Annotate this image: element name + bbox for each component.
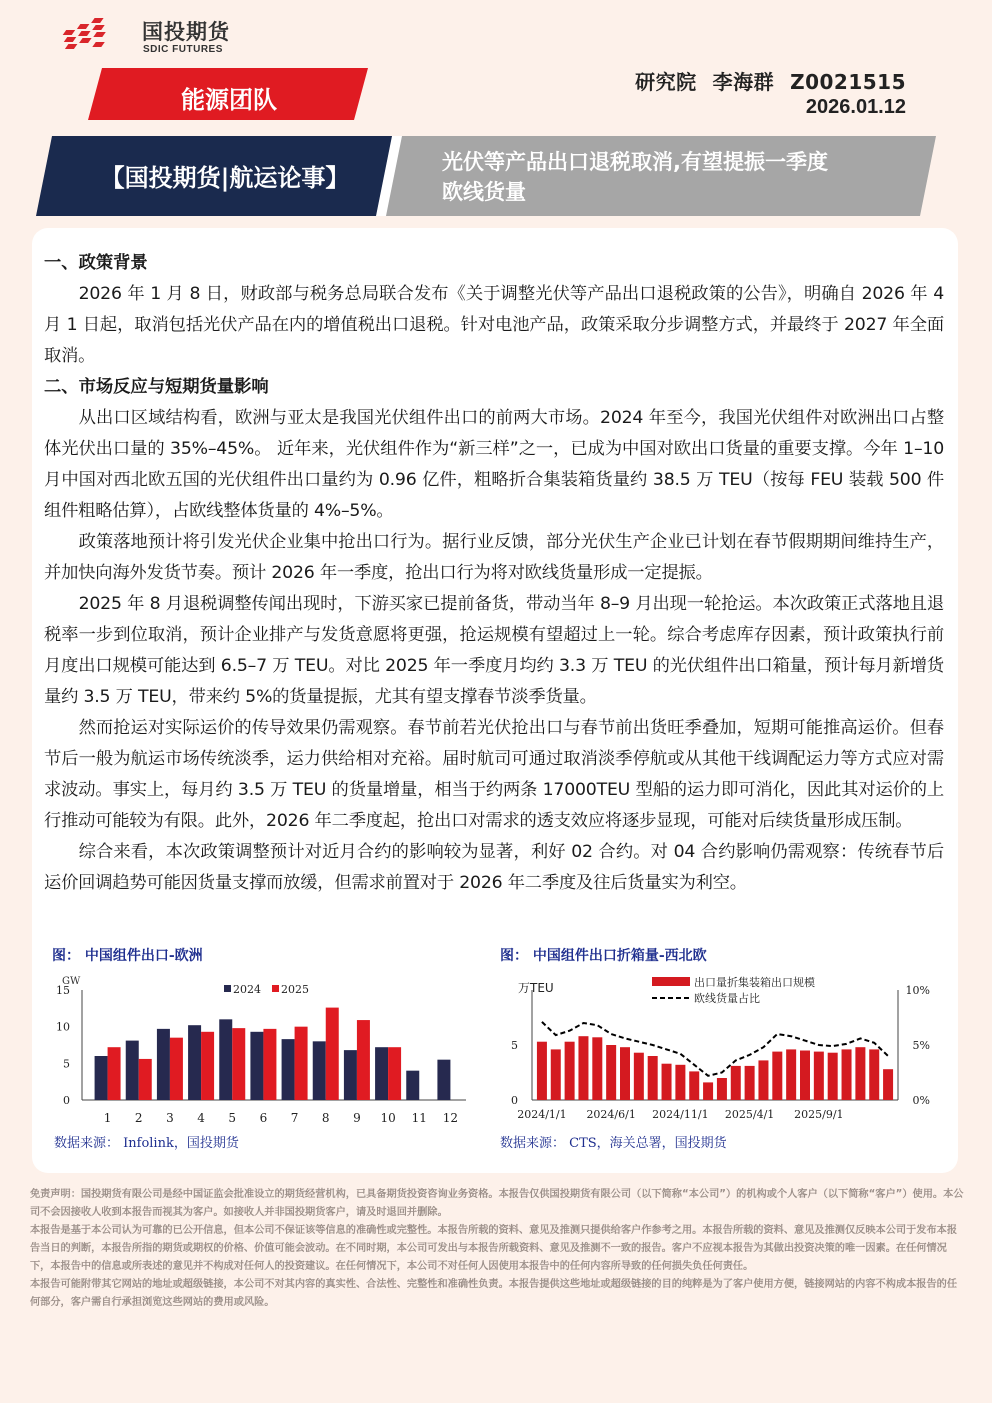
bar-2024: [313, 1041, 326, 1100]
y-axis-unit: GW: [62, 976, 81, 987]
legend-label-line: 欧线货量占比: [694, 992, 760, 1005]
bar-export-teu: [592, 1037, 602, 1100]
bar-export-teu: [772, 1052, 782, 1100]
bar-export-teu: [551, 1049, 561, 1100]
bar-2024: [406, 1071, 419, 1100]
legend-swatch: [272, 985, 279, 992]
bar-2025: [108, 1047, 121, 1100]
x-tick-label: 3: [166, 1111, 174, 1125]
x-tick-label: 2024/11/1: [652, 1108, 709, 1121]
bar-export-teu: [620, 1047, 630, 1100]
paragraph-5: 然而抢运对实际运价的传导效果仍需观察。春节前若光伏抢出口与春节前出货旺季叠加，短期可能推高运价。但春节后一般为航运市场传统淡季，运力供给相对充裕。届时航司可通过取消淡季停航或从其他干线调配运力等方式应对需求波动。事实上，每月约 3.5 万 TEU 的货量增量，相当于约两条 17000TEU 型船的运力即可消化，因此其对运价的上行推动可能较为有限。此外，2026 年二季度起，抢出口对需求的透支效应将逐步显现，可能对后续货量形成压制。: [44, 718, 944, 831]
legend-swatch: [224, 985, 231, 992]
section-heading-1: 一、政策背景: [44, 253, 148, 273]
y-axis-unit: 万TEU: [518, 981, 554, 995]
y-tick-label: 0: [511, 1094, 518, 1107]
bar-export-teu: [842, 1049, 852, 1100]
bar-2025: [357, 1020, 370, 1100]
team-label: 能源团队: [181, 86, 277, 114]
bar-2024: [250, 1032, 263, 1100]
author-id: Z0021515: [790, 70, 906, 94]
paragraph-1: 2026 年 1 月 8 日，财政部与税务总局联合发布《关于调整光伏等产品出口退税政策的公告》，明确自 2026 年 4 月 1 日起，取消包括光伏产品在内的增值税出口退税。针对电池产品，政策采取分步调整方式，并最终于 2027 年全面取消。: [44, 284, 944, 366]
x-tick-label: 1: [103, 1111, 112, 1125]
bar-export-teu: [689, 1071, 699, 1100]
bar-export-teu: [883, 1069, 893, 1100]
x-tick-label: 2024/1/1: [517, 1108, 567, 1121]
bar-2024: [219, 1019, 232, 1100]
paragraph-2: 从出口区域结构看，欧洲与亚太是我国光伏组件出口的前两大市场。2024 年至今，我国光伏组件对欧洲出口占整体光伏出口量的 35%–45%。 近年来，光伏组件作为“新三样”之一，已成为中国对欧出口货量的重要支撑。今年 1–10 月中国对西北欧五国的光伏组件出口量约为 0.96 亿件，粗略折合集装箱货量约 38.5 万 TEU（按每 FEU 装载 500 件组件粗略估算），占欧线整体货量的 4%–5%。: [44, 408, 944, 521]
bar-2025: [326, 1008, 339, 1100]
bar-export-teu: [800, 1051, 810, 1101]
logo-text-cn: 国投期货: [142, 20, 230, 44]
bar-export-teu: [745, 1066, 755, 1100]
disclaimer-paragraph: 免责声明：国投期货有限公司是经中国证监会批准设立的期货经营机构，已具备期货投资咨询业务资格。本报告仅供国投期货有限公司（以下简称“本公司”）的机构或个人客户（以下简称“客户”）使用。本公司不会因接收人收到本报告而视其为客户。如接收人并非国投期货客户，请及时退回并删除。: [30, 1189, 964, 1218]
bar-export-teu: [537, 1042, 547, 1100]
y2-tick-label: 10%: [905, 984, 930, 997]
author-org: 研究院: [635, 70, 697, 94]
bar-2025: [139, 1059, 152, 1100]
company-logo: [62, 14, 262, 58]
paragraph-4: 2025 年 8 月退税调整传闻出现时，下游买家已提前备货，带动当年 8–9 月出现一轮抢运。本次政策正式落地且退税率一步到位取消，预计企业排产与发货意愿将更强，抢运规模有望超过上一轮。综合考虑库存因素，预计政策执行前月度出口规模可能达到 6.5–7 万 TEU。对比 2025 年一季度月均约 3.3 万 TEU 的光伏组件出口箱量，预计每月新增货量约 3.5 万 TEU，带来约 5%的货量提振，尤其有望支撑春节淡季货量。: [44, 594, 944, 707]
figure-1-title: 图： 中国组件出口-欧洲: [52, 948, 203, 964]
legend-label-bar: 出口量折集装箱出口规模: [694, 976, 815, 989]
x-tick-label: 11: [411, 1111, 427, 1125]
bar-export-teu: [565, 1042, 575, 1100]
section-heading-2: 二、市场反应与短期货量影响: [44, 377, 269, 397]
bar-2025: [388, 1047, 401, 1100]
bar-export-teu: [662, 1064, 672, 1100]
disclaimer: [30, 1186, 964, 1312]
bar-export-teu: [634, 1053, 644, 1100]
x-tick-label: 2024/6/1: [586, 1108, 636, 1121]
disclaimer-paragraph: 本报告可能附带其它网站的地址或超级链接，本公司不对其内容的真实性、合法性、完整性和准确性负责。本报告提供这些地址或超级链接的目的纯粹是为了客户使用方便，链接网站的内容不构成本报告的任何部分，客户需自行承担浏览这些网站的费用或风险。: [30, 1279, 958, 1308]
bar-2025: [201, 1032, 214, 1100]
figure-2-chart: [496, 968, 946, 1128]
x-tick-label: 2025/4/1: [724, 1108, 775, 1121]
bar-2024: [375, 1047, 388, 1100]
bar-2024: [157, 1029, 170, 1100]
bar-export-teu: [869, 1049, 879, 1100]
y-tick-label: 0: [63, 1094, 70, 1107]
bar-2024: [282, 1039, 295, 1100]
y2-tick-label: 0%: [912, 1094, 930, 1107]
figure-2-title: 图： 中国组件出口折箱量-西北欧: [500, 948, 707, 964]
legend-label: 2024: [233, 983, 261, 996]
logo-text-en: SDIC FUTURES: [143, 44, 223, 55]
logo-mark-icon: [62, 16, 132, 56]
x-tick-label: 6: [259, 1111, 268, 1125]
x-tick-label: 5: [228, 1111, 237, 1125]
bar-2024: [437, 1060, 450, 1100]
y-tick-label: 5: [63, 1057, 70, 1071]
x-tick-label: 10: [380, 1111, 396, 1125]
bar-export-teu: [578, 1036, 588, 1100]
y2-tick-label: 5%: [912, 1039, 930, 1052]
author-line: [619, 66, 906, 95]
x-tick-label: 8: [321, 1111, 330, 1125]
headline-line-2: 欧线货量: [442, 180, 526, 204]
disclaimer-paragraph: 本报告是基于本公司认为可靠的已公开信息，但本公司不保证该等信息的准确性或完整性。本报告所载的资料、意见及推测只提供给客户作参考之用。本报告所载的资料、意见及推测仅反映本公司于发布本报告当日的判断，本报告所指的期货或期权的价格、价值可能会波动。在不同时期，本公司可发出与本报告所载资料、意见及推测不一致的报告。客户不应视本报告为其做出投资决策的唯一因素。在任何情况下，本报告中的信息或所表述的意见并不构成对任何人的投资建议。在任何情况下，本公司不对任何人因使用本报告中的任何内容所导致的任何损失负任何责任。: [30, 1225, 958, 1272]
headline: [442, 147, 912, 207]
x-tick-label: 12: [442, 1111, 459, 1125]
x-tick-label: 2025/9/1: [794, 1108, 844, 1121]
bar-2025: [232, 1028, 245, 1100]
bar-2025: [170, 1038, 183, 1100]
article-body: [44, 248, 944, 899]
report-date: 2026.01.12: [805, 96, 906, 118]
bar-2024: [344, 1050, 357, 1100]
x-tick-label: 9: [353, 1111, 361, 1125]
bar-export-teu: [855, 1047, 865, 1100]
figure-2-source: 数据来源： CTS，海关总署，国投期货: [500, 1136, 727, 1151]
bar-export-teu: [703, 1082, 713, 1100]
figure-1-source: 数据来源： Infolink，国投期货: [54, 1136, 239, 1151]
figure-1-chart: [46, 968, 476, 1128]
legend-label: 2025: [281, 983, 309, 996]
x-tick-label: 7: [290, 1111, 299, 1125]
x-tick-label: 2: [134, 1111, 143, 1125]
bar-export-teu: [828, 1053, 838, 1100]
bar-export-teu: [717, 1078, 727, 1100]
paragraph-3: 政策落地预计将引发光伏企业集中抢出口行为。据行业反馈，部分光伏生产企业已计划在春节假期期间维持生产，并加快向海外发货节奏。预计 2026 年一季度，抢出口行为将对欧线货量形成一定提振。: [44, 532, 944, 583]
bar-2025: [263, 1029, 276, 1100]
y-tick-label: 10: [56, 1020, 70, 1034]
bar-2024: [188, 1025, 201, 1100]
bar-export-teu: [731, 1066, 741, 1100]
headline-line-1: 光伏等产品出口退税取消,有望提振一季度: [442, 150, 828, 174]
y-tick-label: 5: [511, 1039, 518, 1052]
bar-2024: [95, 1056, 108, 1100]
x-tick-label: 4: [197, 1111, 205, 1125]
author-name: 李海群: [712, 70, 775, 94]
bar-export-teu: [606, 1045, 616, 1100]
bar-2024: [126, 1041, 139, 1100]
y-tick-label: 15: [56, 984, 70, 997]
bar-2025: [295, 1027, 308, 1100]
bar-export-teu: [675, 1065, 685, 1100]
bar-export-teu: [648, 1056, 658, 1100]
bar-export-teu: [786, 1049, 796, 1100]
brand-title: 【国投期货|航运论事】: [100, 164, 350, 192]
paragraph-6: 综合来看，本次政策调整预计对近月合约的影响较为显著，利好 02 合约。对 04 合约影响仍需观察：传统春节后运价回调趋势可能因货量支撑而放缓，但需求前置对于 2026 年二季度及往后货量实为利空。: [44, 842, 944, 893]
legend-swatch-bar: [652, 977, 690, 986]
bar-export-teu: [814, 1052, 824, 1100]
bar-export-teu: [758, 1060, 768, 1100]
